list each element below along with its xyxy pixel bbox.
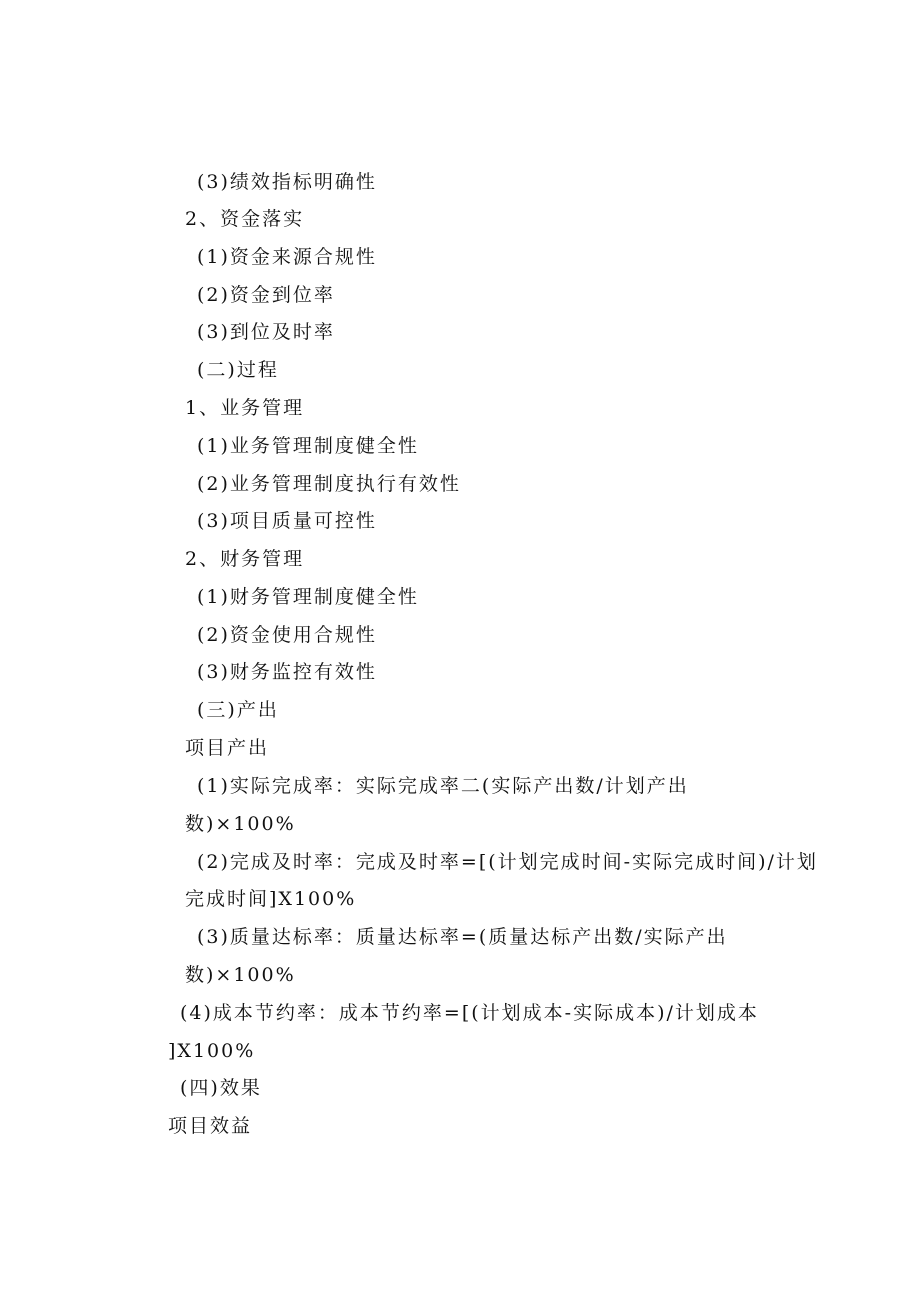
text-line: ]X100% bbox=[168, 1040, 256, 1062]
text-line: 数)×100% bbox=[185, 813, 296, 835]
section-heading: (四)效果 bbox=[180, 1077, 262, 1099]
section-heading: 2、财务管理 bbox=[185, 548, 305, 570]
text-line: (3)财务监控有效性 bbox=[197, 661, 377, 683]
text-line: (2)资金到位率 bbox=[197, 284, 335, 306]
text-line: (2)完成及时率：完成及时率=[(计划完成时间-实际完成时间)/计划 bbox=[197, 851, 818, 873]
text-line: (1)财务管理制度健全性 bbox=[197, 586, 419, 608]
text-line: (3)项目质量可控性 bbox=[197, 510, 377, 532]
text-line: (4)成本节约率：成本节约率=[(计划成本-实际成本)/计划成本 bbox=[180, 1002, 759, 1024]
section-heading: 1、业务管理 bbox=[185, 397, 305, 419]
text-line: (3)质量达标率：质量达标率=(质量达标产出数/实际产出 bbox=[197, 926, 728, 948]
text-line: (2)业务管理制度执行有效性 bbox=[197, 473, 461, 495]
text-line: (3)到位及时率 bbox=[197, 321, 335, 343]
section-heading: 项目产出 bbox=[185, 737, 270, 759]
text-line: 数)×100% bbox=[185, 964, 296, 986]
section-heading: 2、资金落实 bbox=[185, 208, 305, 230]
section-heading: (三)产出 bbox=[197, 699, 279, 721]
text-line: (1)实际完成率：实际完成率二(实际产出数/计划产出 bbox=[197, 775, 689, 797]
section-heading: 项目效益 bbox=[168, 1115, 253, 1137]
section-heading: (二)过程 bbox=[197, 359, 279, 381]
text-line: (3)绩效指标明确性 bbox=[197, 171, 377, 193]
text-line: (1)资金来源合规性 bbox=[197, 246, 377, 268]
text-line: (2)资金使用合规性 bbox=[197, 624, 377, 646]
text-line: 完成时间]X100% bbox=[185, 888, 357, 910]
text-line: (1)业务管理制度健全性 bbox=[197, 435, 419, 457]
